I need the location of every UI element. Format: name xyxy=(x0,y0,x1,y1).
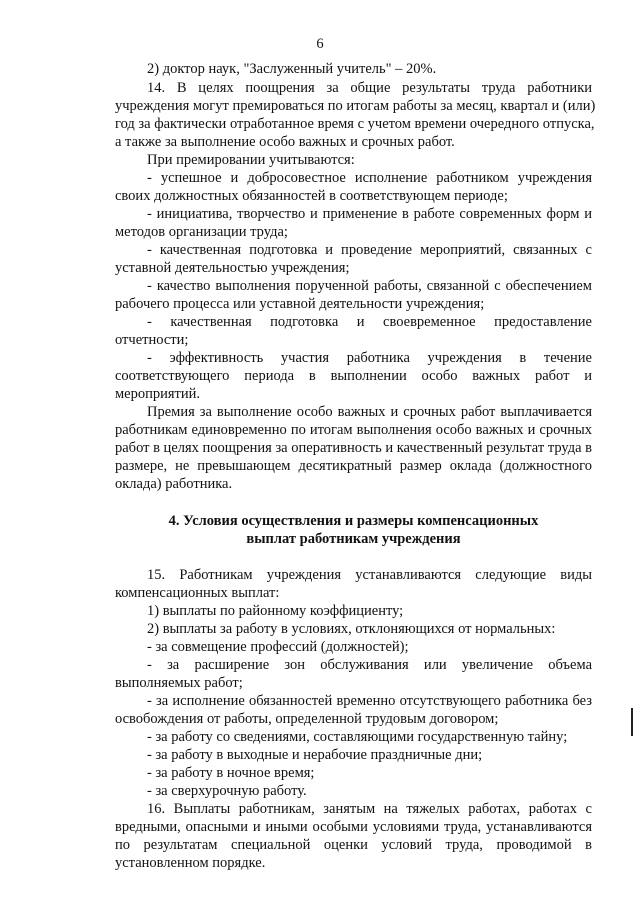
scan-mark xyxy=(631,708,633,736)
text-line: - качественная подготовка и проведение мероприятий, связанных с xyxy=(147,242,592,258)
text-line: освобождения от работы, определенной трудовым договором; xyxy=(115,711,499,727)
page-number: 6 xyxy=(316,36,324,52)
text-line: 1) выплаты по районному коэффициенту; xyxy=(147,603,404,619)
text-line: соответствующего периода в выполнении особо важных работ и xyxy=(115,368,592,384)
text-line: учреждения могут премироваться по итогам работы за месяц, квартал и (или) xyxy=(115,98,596,114)
text-line: 2) доктор наук, "Заслуженный учитель" – 20%. xyxy=(147,61,437,77)
text-line: компенсационных выплат: xyxy=(115,585,280,601)
text-line: а также за выполнение особо важных и срочных работ. xyxy=(115,134,455,150)
text-line: установленном порядке. xyxy=(115,855,266,871)
text-line: своих должностных обязанностей в соответствующем периоде; xyxy=(115,188,508,204)
text-line: - успешное и добросовестное исполнение работником учреждения xyxy=(147,170,592,186)
text-line: - за работу в ночное время; xyxy=(147,765,315,781)
text-line: методов организации труда; xyxy=(115,224,288,240)
text-line: отчетности; xyxy=(115,332,189,348)
text-line: работ в целях поощрения за оперативность и качественный результат труда в xyxy=(115,440,593,456)
text-line: 14. В целях поощрения за общие результаты труда работники xyxy=(147,80,592,96)
text-line: - качество выполнения порученной работы, связанной с обеспечением xyxy=(147,278,592,294)
text-line: 15. Работникам учреждения устанавливаются следующие виды xyxy=(147,567,592,583)
section-heading: выплат работникам учреждения xyxy=(246,531,461,547)
text-line: выполняемых работ; xyxy=(115,675,243,691)
text-line: 16. Выплаты работникам, занятым на тяжелых работах, работах с xyxy=(147,801,592,817)
text-line: - инициатива, творчество и применение в работе современных форм и xyxy=(147,206,592,222)
text-line: уставной деятельностью учреждения; xyxy=(115,260,350,276)
text-line: - за сверхурочную работу. xyxy=(147,783,307,799)
text-line: оклада) работника. xyxy=(115,476,233,492)
text-line: размере, не превышающем десятикратный размер оклада (должностного xyxy=(115,458,592,474)
text-line: - за расширение зон обслуживания или увеличение объема xyxy=(147,657,592,673)
text-line: мероприятий. xyxy=(115,386,201,402)
text-line: 2) выплаты за работу в условиях, отклоняющихся от нормальных: xyxy=(147,621,556,637)
text-line: При премировании учитываются: xyxy=(147,152,355,168)
text-line: рабочего процесса или уставной деятельности учреждения; xyxy=(115,296,485,312)
text-line: по результатам специальной оценки условий труда, проводимой в xyxy=(115,837,592,853)
text-line: - за работу в выходные и нерабочие праздничные дни; xyxy=(147,747,483,763)
text-line: работникам единовременно по итогам выполнения особо важных и срочных xyxy=(115,422,592,438)
text-line: Премия за выполнение особо важных и срочных работ выплачивается xyxy=(147,404,592,420)
text-line: - эффективность участия работника учреждения в течение xyxy=(147,350,592,366)
text-line: вредными, опасными и иными особыми условиями труда, устанавливаются xyxy=(115,819,592,835)
text-line: - за совмещение профессий (должностей); xyxy=(147,639,409,655)
text-line: - качественная подготовка и своевременное предоставление xyxy=(147,314,592,330)
text-line: - за исполнение обязанностей временно отсутствующего работника без xyxy=(147,693,592,709)
text-line: год за фактически отработанное время с учетом времени очередного отпуска, xyxy=(115,116,595,132)
text-line: - за работу со сведениями, составляющими государственную тайну; xyxy=(147,729,568,745)
section-heading: 4. Условия осуществления и размеры компенсационных xyxy=(168,513,539,529)
